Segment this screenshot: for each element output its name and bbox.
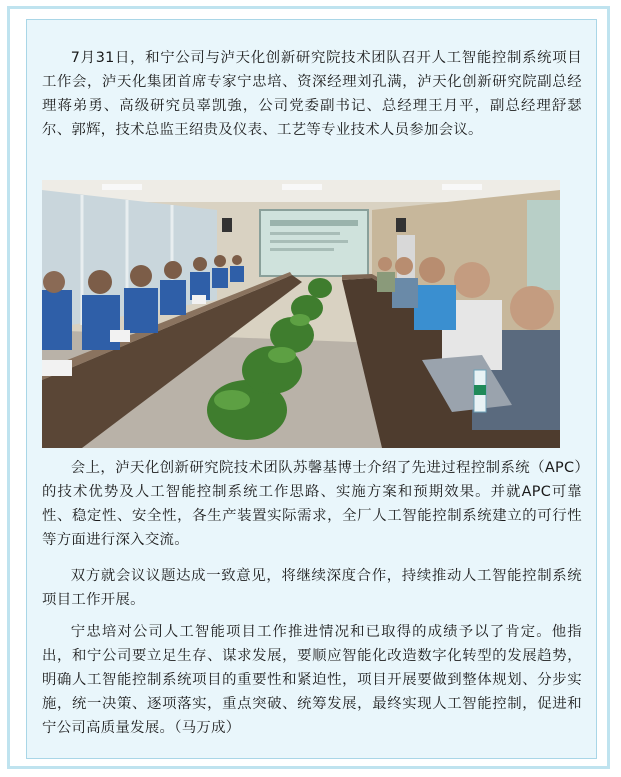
paragraph-agreement: 双方就会议议题达成一致意见，将继续深度合作，持续推动人工智能控制系统项目工作开展。 bbox=[42, 568, 582, 608]
paragraph-remarks: 宁忠培对公司人工智能项目工作推进情况和已取得的成绩予以了肯定。他指出，和宁公司要立足生存、谋求发展，要顺应智能化改造数字化转型的发展趋势，明确人工智能控制系统项目的重要性和紧迫性，项目开展要做到整体规划、分步实施，统一决策、逐项落实，重点突破、统筹发展，最终实现人工智能控制，促进和宁公司高质量发展。（马万成） bbox=[42, 624, 582, 736]
paragraph-presentation: 会上，泸天化创新研究院技术团队苏馨基博士介绍了先进过程控制系统（APC）的技术优势及人工智能控制系统工作思路、实施方案和预期效果。并就APC可靠性、稳定性、安全性，各生产装置实际需求，全厂人工智能控制系统建立的可行性等方面进行深入交流。 bbox=[42, 460, 582, 548]
article-panel bbox=[26, 19, 597, 759]
paragraph-intro: 7月31日，和宁公司与泸天化创新研究院技术团队召开人工智能控制系统项目工作会，泸天化集团首席专家宁忠培、资深经理刘孔满，泸天化创新研究院副总经理蒋弟勇、高级研究员辜凯強，公司党委副书记、总经理王月平，副总经理舒瑟尔、郭辉，技术总监王绍贵及仪表、工艺等专业技术人员参加会议。 bbox=[42, 50, 582, 138]
article-frame bbox=[7, 6, 610, 769]
meeting-photo bbox=[42, 180, 560, 448]
